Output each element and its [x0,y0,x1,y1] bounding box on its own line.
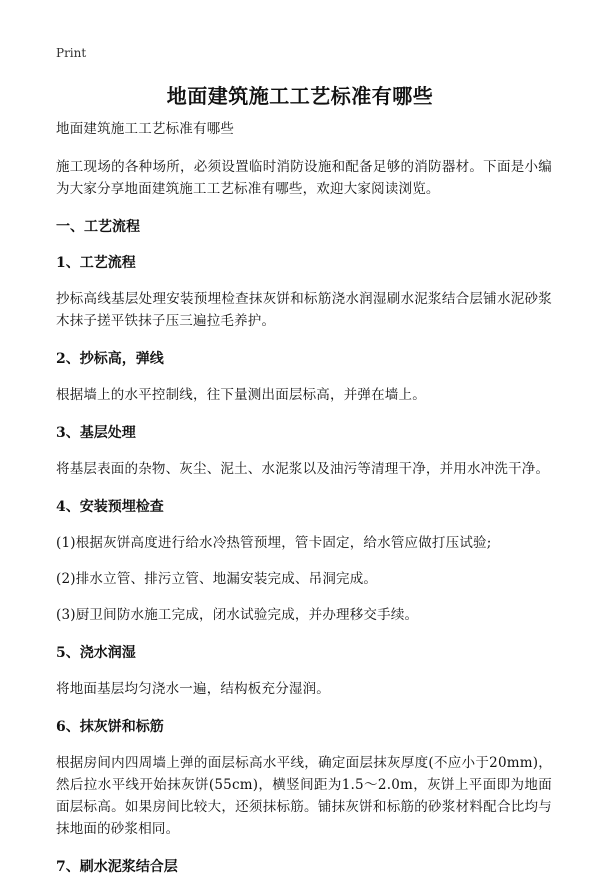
step-2-heading: 2、抄标高，弹线 [56,351,164,367]
step-7-heading: 7、刷水泥浆结合层 [56,859,178,875]
step-6-heading: 6、抹灰饼和标筋 [56,719,164,735]
step-4-item-2: (2)排水立管、排污立管、地漏安装完成、吊洞完成。 [56,571,378,587]
step-1-text: 抄标高线基层处理安装预埋检查抹灰饼和标筋浇水润湿刷水泥浆结合层铺水泥砂浆木抹子搓平铁抹子压三遍拉毛养护。 [56,291,552,329]
step-4-item-1: (1)根据灰饼高度进行给水冷热管预埋，管卡固定，给水管应做打压试验; [56,535,492,551]
step-3-text: 将基层表面的杂物、灰尘、泥土、水泥浆以及油污等清理干净，并用水冲洗干净。 [56,461,550,477]
intro-paragraph: 施工现场的各种场所，必须设置临时消防设施和配备足够的消防器材。下面是小编为大家分享地面建筑施工工艺标准有哪些，欢迎大家阅读浏览。 [56,159,552,197]
print-link[interactable]: Print [56,46,87,60]
step-4-heading: 4、安装预埋检查 [56,499,164,515]
step-1-heading: 1、工艺流程 [56,255,136,271]
article-subtitle: 地面建筑施工工艺标准有哪些 [56,121,235,137]
step-3-heading: 3、基层处理 [56,425,136,441]
step-5-text: 将地面基层均匀浇水一遍，结构板充分湿润。 [56,681,330,697]
article-body [56,118,552,892]
page-title: 地面建筑施工工艺标准有哪些 [166,84,434,108]
step-4-item-3: (3)厨卫间防水施工完成，闭水试验完成，并办理移交手续。 [56,607,419,623]
step-2-text: 根据墙上的水平控制线，往下量测出面层标高，并弹在墙上。 [56,387,426,403]
step-5-heading: 5、浇水润湿 [56,645,136,661]
step-6-text: 根据房间内四周墙上弹的面层标高水平线，确定面层抹灰厚度(不应小于20mm)，然后拉水平线开始抹灰饼(55cm)，横竖间距为1.5～2.0m，灰饼上平面即为地面面层标高。如果房间比较大，还须抹标筋。铺抹灰饼和标筋的砂浆材料配合比均与抹地面的砂浆相同。 [56,755,552,837]
section-heading-process: 一、工艺流程 [56,219,140,235]
